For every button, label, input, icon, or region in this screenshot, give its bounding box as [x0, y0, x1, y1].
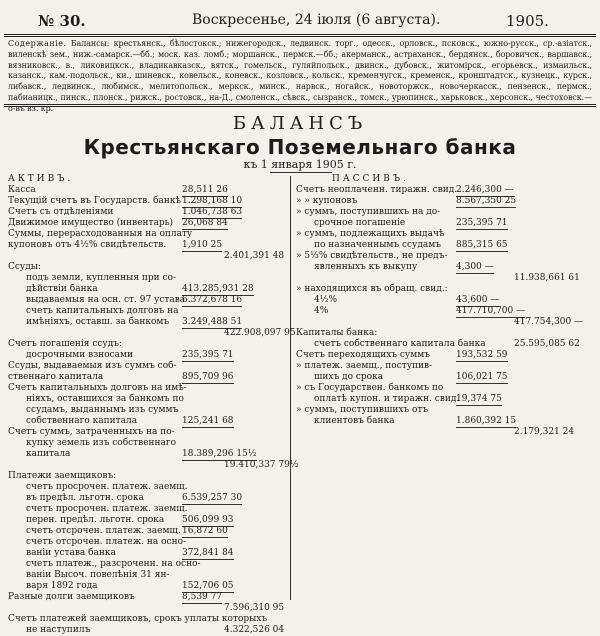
liabilities-rows	[296, 185, 596, 438]
ledger-row	[6, 383, 286, 394]
ledger-row	[6, 416, 286, 427]
row-label: » суммъ, поступившихъ отъ	[296, 405, 429, 415]
row-amount: 8,539 77	[182, 592, 223, 602]
row-total: 7.596,310 95	[224, 603, 285, 613]
row-label: Разные долги заемщиковъ	[8, 592, 135, 602]
ledger-row	[6, 218, 286, 229]
ledger-row	[6, 493, 286, 504]
row-label: ственнаго капитала	[8, 372, 104, 382]
row-label: счетъ капитальныхъ долговъ на	[26, 306, 179, 316]
ledger-row	[6, 537, 286, 548]
row-amount: 28,511 26	[182, 185, 228, 195]
row-amount: 413.285,931 28	[182, 284, 254, 294]
row-label: счетъ отсрочен. платеж. заемщ.	[26, 526, 181, 536]
row-label: ваніи Высоч. повелѣнія 31 ян-	[26, 570, 170, 580]
row-label: Счетъ переходящихъ суммъ	[296, 350, 430, 360]
row-label: Суммы, перерасходованныя на оплату	[8, 229, 193, 239]
row-label: явленныхъ къ выкупу	[314, 262, 418, 272]
row-label: счетъ платеж., разсроченн. на осно-	[26, 559, 201, 569]
row-total: 2.179,321 24	[514, 427, 575, 437]
ledger-row	[6, 295, 286, 306]
ledger-row	[6, 405, 286, 416]
row-amount: 372,841 84	[182, 548, 234, 558]
ledger-row	[6, 317, 286, 328]
ledger-row	[6, 284, 286, 295]
row-label: Счетъ погашенія ссудъ:	[8, 339, 123, 349]
liabilities-column	[296, 174, 596, 438]
row-amount: 417.710,700 —	[456, 306, 526, 316]
liabilities-heading-row	[296, 174, 596, 185]
row-label: Текущій счетъ въ Государств. банкѣ	[8, 196, 181, 206]
row-amount: 26,068 84	[182, 218, 228, 228]
row-label: » платеж. заемщ., поступив-	[296, 361, 433, 371]
row-total: 2.401,391 48	[224, 251, 285, 261]
ledger-row	[6, 262, 286, 273]
row-label: Капиталы банка:	[296, 328, 378, 338]
row-label: шихъ до срока	[314, 372, 384, 382]
ledger-row	[296, 350, 596, 361]
ledger-row	[6, 273, 286, 284]
ledger-row	[296, 207, 596, 218]
ledger-row	[6, 515, 286, 526]
row-label: Счетъ суммъ, затраченныхъ на по-	[8, 427, 175, 437]
ledger-row	[6, 592, 286, 603]
row-label: клиентовъ банка	[314, 416, 395, 426]
ledger-row	[6, 460, 299, 471]
row-amount: 6.372,678 16	[182, 295, 243, 305]
row-label: купку земель изъ собственнаго	[26, 438, 177, 448]
row-label: ссудамъ, выданнымъ изъ суммъ	[26, 405, 179, 415]
row-label: счетъ просрочен. платеж. заемщ.	[26, 482, 188, 492]
row-amount: 1,910 25	[182, 240, 223, 250]
row-total: 19.410,337 79½	[224, 460, 299, 470]
ledger-row	[6, 570, 286, 581]
ledger-row	[6, 339, 286, 350]
row-amount: 885,315 65	[456, 240, 508, 250]
balance-title: БАЛАНСЪ	[232, 113, 368, 134]
row-label: подъ земли, купленныя при со-	[26, 273, 176, 283]
row-total: 11.938,661 61	[514, 273, 580, 283]
ledger-row	[6, 251, 286, 262]
ledger-row	[6, 427, 286, 438]
ledger-row	[296, 394, 596, 405]
ledger-row	[296, 328, 596, 339]
ledger-row	[296, 317, 596, 328]
row-amount: 235,395 71	[182, 350, 234, 360]
issue-year: 1905.	[506, 12, 549, 30]
ledger-row	[296, 383, 596, 394]
row-label: въ предѣл. льготн. срока	[26, 493, 144, 503]
row-label: по назначеннымъ ссудамъ	[314, 240, 441, 250]
ledger-row	[6, 548, 286, 559]
row-label: » суммъ, подлежащихъ выдачѣ	[296, 229, 445, 239]
row-label: варя 1892 года	[26, 581, 98, 591]
ledger-row	[296, 427, 596, 438]
contents-divider	[4, 104, 596, 107]
row-label: » 5⅓% свидѣтельств., не предъ-	[296, 251, 448, 261]
row-label: Касса	[8, 185, 36, 195]
ledger-row	[6, 603, 286, 614]
row-label: имѣніяхъ, оставш. за банкомъ	[26, 317, 170, 327]
row-amount: 43,600 —	[456, 295, 500, 305]
row-amount: 506,099 93	[182, 515, 234, 525]
row-label: счетъ просрочен. платеж. заемщ.	[26, 504, 188, 514]
ledger-row	[6, 350, 286, 361]
ledger-row	[6, 559, 286, 570]
ledger-row	[296, 295, 596, 306]
bank-name: Крестьянскаго Поземельнаго банка	[83, 135, 517, 159]
row-amount: 4,300 —	[456, 262, 494, 272]
assets-heading-row	[6, 174, 286, 185]
row-label: Платежи заемщиковъ:	[8, 471, 117, 481]
row-label: оплатѣ купон. и тиражн. свид.	[314, 394, 460, 404]
row-total: 25.595,085 62	[514, 339, 580, 349]
header-divider	[4, 34, 596, 37]
row-label: » съ Государствен. банкомъ по	[296, 383, 444, 393]
ledger-row	[6, 361, 286, 372]
liabilities-heading: ПАССИВЪ.	[332, 174, 409, 184]
row-amount: 6.539,257 30	[182, 493, 243, 503]
ledger-row	[296, 361, 596, 372]
ledger-row	[6, 196, 286, 207]
row-amount: 18.389,296 15½	[182, 449, 257, 459]
ledger-row	[296, 218, 596, 229]
ledger-row	[6, 526, 286, 537]
row-label: ваніи устава банка	[26, 548, 116, 558]
ledger-row	[6, 471, 286, 482]
row-label: Счетъ съ отдѣленіями	[8, 207, 114, 217]
ledger-row	[296, 229, 596, 240]
row-label: счетъ отсрочен. платеж. на осно-	[26, 537, 187, 547]
ledger-row	[6, 207, 286, 218]
row-amount: 125,241 68	[182, 416, 234, 426]
column-divider	[290, 176, 291, 600]
row-label: » суммъ, поступившихъ на до-	[296, 207, 441, 217]
row-label: дѣйствіи банка	[26, 284, 98, 294]
ledger-row	[6, 482, 286, 493]
ledger-row	[6, 328, 296, 339]
assets-column	[6, 174, 299, 636]
row-total: 4.322,526 04	[224, 625, 285, 635]
ledger-row	[296, 339, 596, 350]
ledger-row	[6, 504, 286, 515]
ledger-row	[6, 185, 286, 196]
row-amount: 3.249,488 51	[182, 317, 243, 327]
row-label: капитала	[26, 449, 71, 459]
contents-label: Содержаніе.	[8, 39, 67, 48]
newspaper-header	[6, 8, 594, 30]
ledger-row	[6, 229, 286, 240]
row-label: Счетъ капитальныхъ долговъ на имѣ-	[8, 383, 187, 393]
row-label: счетъ собственнаго капитала банка	[314, 339, 486, 349]
ledger-row	[6, 394, 286, 405]
ledger-row	[296, 372, 596, 383]
row-label: » » купоновъ	[296, 196, 358, 206]
row-total: 417.754,300 —	[514, 317, 584, 327]
row-label: не наступилъ	[26, 625, 91, 635]
title-underline	[270, 172, 332, 173]
row-amount: 1.860,392 15	[456, 416, 517, 426]
row-label: срочное погашеніе	[314, 218, 406, 228]
ledger-row	[296, 306, 596, 317]
contents-text: Балансы: крестьянск., бѣлостокск.; нижегородск., ледвинск. торг., одесск., орловск., псковск., южно-русск., ср.-азіатск., виленскѣ зем., ниж.-самарск.—бб.; моск. каз. ломб.; моршанск., пермск.—бб.; акерманск., астраханск., бердянск., боровичск., варшавск., вязниковск., в., ликовицкск., владикавказск., вятск., гомельск., гуляйпольск., двинск., дубовск., житомірск., егорьевск., измаильск., казанск., кам.-подольск., ки., шиневск., ковельск., коневск., козловск., кольск., кременчугск., кременск., кронштадтск., кузнецк., курск., либавск., ледвинск., любимск., мелитопольск., меркск., минск., нарвск., ногайск., новоторжск., новочеркасск., пензенск., пермск., пабианицк., пинск., плонск., рижск., ростовск., на-Д., смоленск., сѣвск., сызранск., томск., урюпинск., харьковск., херсонск., честоховск.—о-въ вз. кр.	[8, 39, 592, 113]
row-amount: 8.567,350 25	[456, 196, 517, 206]
ledger-row	[296, 284, 596, 295]
row-amount: 152,706 05	[182, 581, 234, 591]
ledger-row	[6, 438, 286, 449]
assets-rows	[6, 185, 299, 636]
row-amount: 235,395 71	[456, 218, 508, 228]
ledger-row	[296, 251, 596, 262]
row-amount: 895,709 96	[182, 372, 234, 382]
row-label: » находящихся въ обращ. свид.:	[296, 284, 448, 294]
row-amount: 19,374 75	[456, 394, 502, 404]
row-label: выдаваемыя на осн. ст. 97 устава	[26, 295, 186, 305]
row-label: собственнаго капитала	[26, 416, 138, 426]
ledger-row	[296, 273, 596, 284]
row-label: купоновъ отъ 4½% свидѣтельств.	[8, 240, 167, 250]
row-amount: 2.246,300 —	[456, 185, 514, 195]
row-amount: 1.298,168 10	[182, 196, 243, 206]
row-label: досрочными взносами	[26, 350, 133, 360]
row-label: Счетъ неоплаченн. тиражн. свид.	[296, 185, 458, 195]
row-label: перен. предѣл. льготн. срока	[26, 515, 165, 525]
ledger-row	[6, 449, 286, 460]
row-total: 422.908,097 95	[224, 328, 296, 338]
ledger-row	[6, 581, 286, 592]
ledger-row	[6, 372, 286, 383]
row-label: Ссуды, выдаваемыя изъ суммъ соб-	[8, 361, 177, 371]
ledger-row	[296, 405, 596, 416]
ledger-row	[6, 306, 286, 317]
row-label: 4½%	[314, 295, 338, 305]
ledger-row	[296, 196, 596, 207]
row-label: Ссуды:	[8, 262, 41, 272]
row-label: ніяхъ, оставшихся за банкомъ по	[26, 394, 184, 404]
ledger-row	[6, 625, 286, 636]
row-amount: 16,872 60	[182, 526, 228, 536]
ledger-row	[296, 416, 596, 427]
row-label: Движимое имущество (инвентарь)	[8, 218, 174, 228]
row-amount: 106,021 75	[456, 372, 508, 382]
assets-heading: АКТИВЪ.	[8, 174, 74, 184]
row-label: 4%	[314, 306, 329, 316]
row-amount: 193,532 59	[456, 350, 508, 360]
balance-date: къ 1 января 1905 г.	[243, 158, 357, 171]
row-label: Счетъ платежей заемщиковъ, срокъ уплаты которыхъ	[8, 614, 268, 624]
ledger-row	[296, 240, 596, 251]
ledger-row	[296, 262, 596, 273]
issue-date: Воскресенье, 24 іюля (6 августа).	[192, 12, 441, 28]
issue-number: № 30.	[38, 12, 86, 30]
row-amount: 1.046,738 63	[182, 207, 243, 217]
ledger-row	[6, 614, 286, 625]
ledger-row	[6, 240, 286, 251]
ledger-row	[296, 185, 596, 196]
